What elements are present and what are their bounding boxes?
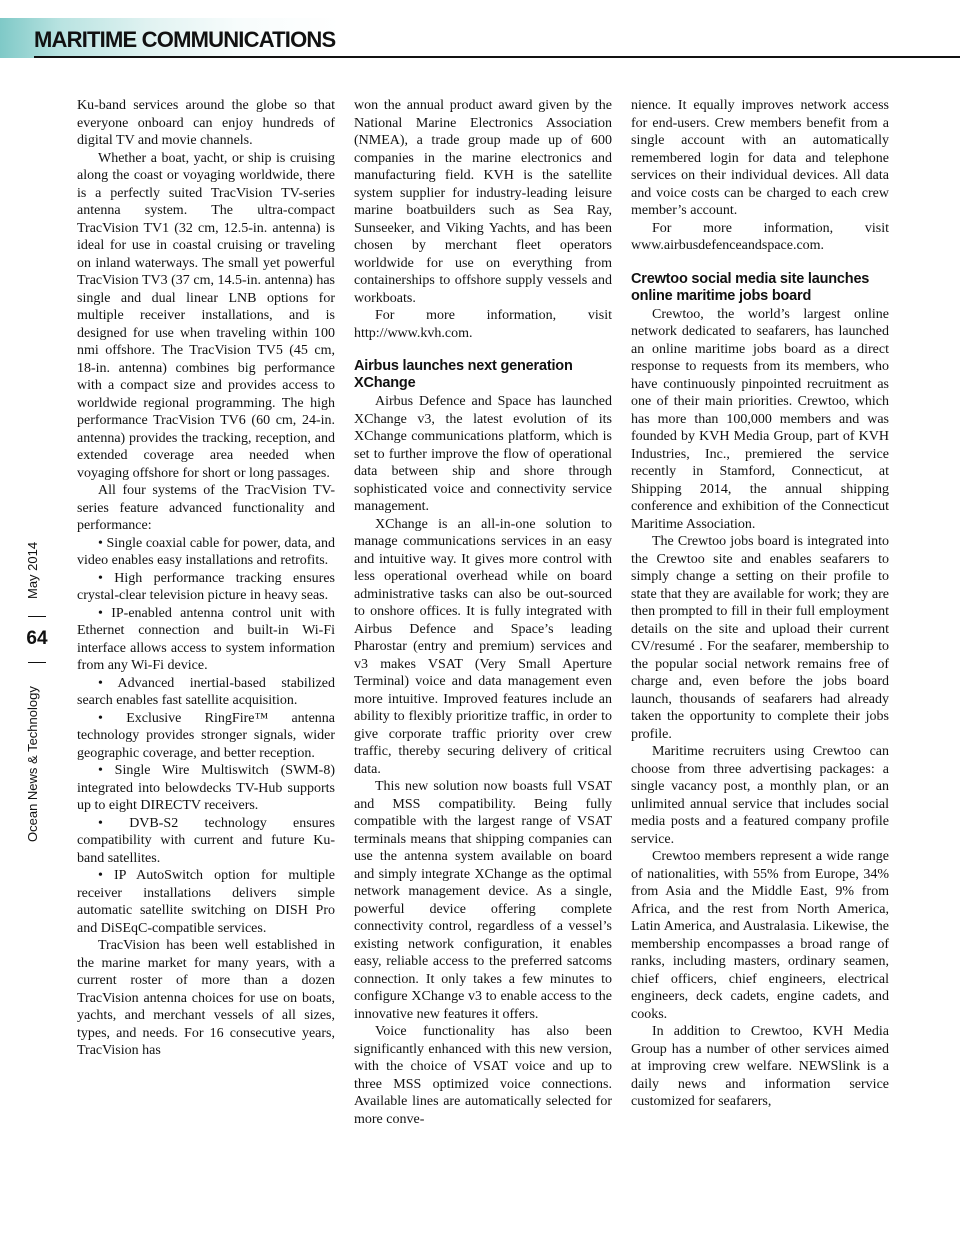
paragraph: Voice functionality has also been significantly enhanced with this new version, with the choice of VSAT voice and up to three MSS optimized voice connections. Available lines are automatically selected for more conve- xyxy=(354,1024,612,1127)
paragraph: Maritime recruiters using Crewtoo can choose from three advertising packages: a single vacancy post, a monthly plan, or an unlimited annual service that includes social media posts and a featured company profile service. xyxy=(631,744,889,847)
paragraph: XChange is an all-in-one solution to manage communications services in an easy and intuitive way. It gives more control with less operational overhead while on board administrative tasks can also be out-sourced to onshore offices. It is fully integrated with Airbus Defence and Space’s leading Pharostar (entry and premium) services and v3 makes VSAT (Very Small Aperture Terminal) voice and data management even more intuitive. Improved features include an ability to flexibly prioritize traffic, in order to give corporate traffic priority over crew traffic, thereby securing delivery of critical data. xyxy=(354,516,612,777)
article-column-1 xyxy=(77,97,335,1060)
bullet-item: • Advanced inertial-based stabilized search enables fast satellite acquisition. xyxy=(77,675,335,708)
bullet-item: • Single Wire Multiswitch (SWM-8) integrated into belowdecks TV-Hub supports up to eight DIRECTV receivers. xyxy=(77,763,335,813)
issue-date: May 2014 xyxy=(25,541,40,599)
bullet-item: • Exclusive RingFire™ antenna technology provides stronger signals, wider geographic coverage, and better reception. xyxy=(77,710,335,761)
bullet-item: • Single coaxial cable for power, data, and video enables easy installations and retrofits. xyxy=(77,535,335,568)
bullet-item: • High performance tracking ensures crystal-clear television picture in heavy seas. xyxy=(77,570,335,603)
paragraph: nience. It equally improves network access for end-users. Crew members benefit from a single account with an automatically remembered login for data and telephone services on their individual devices. All data and voice costs can be charged to each crew member’s account. xyxy=(631,98,889,218)
paragraph: Airbus Defence and Space has launched XChange v3, the latest evolution of its XChange communications platform, which is set to further improve the flow of operational data between ship and shore through sophisticated voice and connectivity service management. xyxy=(354,394,612,514)
section-title: MARITIME COMMUNICATIONS xyxy=(34,27,336,52)
paragraph: The Crewtoo jobs board is integrated into the Crewtoo site and enables seafarers to simply change a setting on their profile to state that they are available for work; they are then prompted to fill in their full employment details on the site and upload their current CV/resumé . For the seafarer, membership to the popular social network remains free of charge and, even before the jobs board launch, thousands of seafarers had already taken the opportunity to complete their jobs profile. xyxy=(631,534,889,742)
bullet-item: • DVB-S2 technology ensures compatibility with current and future Ku-band satellites. xyxy=(77,815,335,866)
paragraph: Ku-band services around the globe so that everyone onboard can enjoy hundreds of digital TV and movie channels. xyxy=(77,98,335,148)
paragraph: Crewtoo, the world’s largest online network dedicated to seafarers, has launched an online maritime jobs board as a direct response to requests from its members, who have continuously pinpointed recruitment as one of their main priorities. Crewtoo, which has more than 100,000 members and was founded by KVH Media Group, part of KVH Industries, Inc., premiered the service recently in Stamford, Connecticut, at Shipping 2014, the annual shipping conference and exhibition of the Connecticut Maritime Association. xyxy=(631,306,889,532)
paragraph: All four systems of the TracVision TV-series feature advanced functionality and performance: xyxy=(77,483,335,533)
article-column-2 xyxy=(354,97,612,1128)
article-heading-airbus: Airbus launches next generation XChange xyxy=(354,358,573,391)
bullet-item: • IP-enabled antenna control unit with Ethernet connection and built-in Wi-Fi interface allows access to system information from any Wi-Fi device. xyxy=(77,605,335,673)
paragraph: won the annual product award given by the National Marine Electronics Association (NMEA), a trade group made up of 600 companies in the marine electronics and manufacturing field. KVH is the satellite system supplier for industry-leading leisure marine boatbuilders such as Sea Ray, Sunseeker, and Viking Yachts, and has been chosen by merchant fleet operators worldwide for use on everything from containerships to offshore supply vessels and workboats. xyxy=(354,98,612,306)
sidebar-divider xyxy=(28,662,46,663)
header-rule xyxy=(34,56,960,58)
page-number: 64 xyxy=(26,628,48,649)
paragraph: This new solution now boasts full VSAT and MSS compatibility. Being fully compatible with the largest range of VSAT terminals means that shipping companies can use the antenna system available on board and simply integrate XChange as the optimal network management device. As a single, powerful device offering complete connectivity control, regardless of a vessel’s existing network configuration, it enables easy, reliable access to the preferred satcoms connection. It only takes a few minutes to configure XChange v3 to enable access to the innovative new features it offers. xyxy=(354,779,612,1022)
bullet-item: • IP AutoSwitch option for multiple receiver installations delivers simple automatic satellite switching on DISH Pro and DiSEqC-compatible services. xyxy=(77,868,335,936)
paragraph: Crewtoo members represent a wide range of nationalities, with 55% from Europe, 34% from Asia and the Middle East, 9% from Africa, and the rest from North America, Latin America, and Australasia. Likewise, the membership encompasses a broad range of ranks, including masters, ordinary seamen, chief officers, chief engineers, electrical engineers, deck cadets, engine cadets, and cooks. xyxy=(631,849,889,1022)
more-info-line: For more information, visit www.airbusdefenceandspace.com. xyxy=(631,220,889,253)
paragraph: Whether a boat, yacht, or ship is cruising along the coast or voyaging worldwide, there is a perfectly suited TracVision TV-series antenna system. The ultra-compact TracVision TV1 (32 cm, 12.5-in. antenna) is ideal for use in coastal cruising or traveling on inland waterways. The small yet powerful TracVision TV3 (37 cm, 14.5-in. antenna) has single and dual linear LNB options for multiple receiver installations, and is designed for use when traveling within 100 nmi offshore. The TracVision TV5 (45 cm, 18-in. antenna) combines big performance with a compact size and provides access to worldwide regional programming. The high performance TracVision TV6 (60 cm, 24-in. antenna) provides the tracking, reception, and extended coverage area needed when voyaging offshore for short or long passages. xyxy=(77,150,335,481)
more-info-line: For more information, visit http://www.kvh.com. xyxy=(354,308,612,341)
sidebar-divider xyxy=(28,616,46,617)
paragraph: TracVision has been well established in the marine market for many years, with a current roster of more than a dozen TracVision antenna choices for use on boats, yachts, and merchant vessels of all sizes, types, and needs. For 16 consecutive years, TracVision has xyxy=(77,938,335,1058)
publication-name: Ocean News & Technology xyxy=(25,686,40,842)
article-heading-crewtoo: Crewtoo social media site launches online maritime jobs board xyxy=(631,270,870,304)
article-column-3 xyxy=(631,97,889,1111)
paragraph: In addition to Crewtoo, KVH Media Group has a number of other services aimed at improving crew welfare. NEWSlink is a daily news and information service customized for seafarers, xyxy=(631,1024,889,1109)
